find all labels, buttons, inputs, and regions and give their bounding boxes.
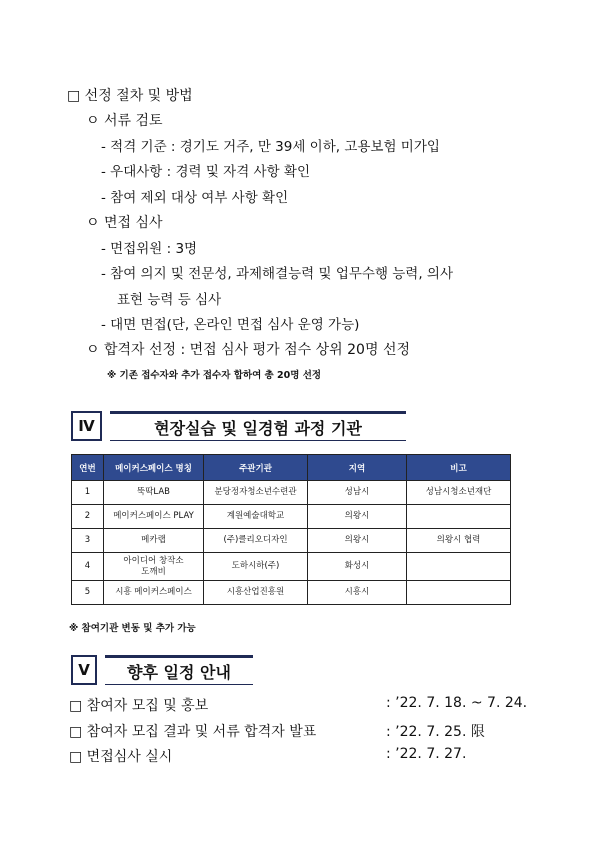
final-note: ※ 기존 접수자와 추가 접수자 합하여 총 20명 선정 [107,370,322,381]
interview-item-cont: 표현 능력 등 심사 [117,292,222,308]
section-5-title: 향후 일정 안내 [105,655,253,685]
table-header-row [72,455,511,481]
section-4-header [71,411,406,441]
cell-org: 분당정자청소년수련관 [204,481,308,505]
cell-region: 성남시 [308,481,407,505]
section-4-number: Ⅳ [71,411,102,441]
selection-heading: □ 선정 절차 및 방법 [67,88,193,104]
cell-org: (주)클리오디자인 [204,529,308,553]
schedule-date: : ’22. 7. 25. 限 [386,724,485,740]
cell-no: 3 [72,529,104,553]
cell-region: 시흥시 [308,581,407,605]
table-row [72,529,511,553]
cell-note: 성남시청소년재단 [407,481,511,505]
cell-note [407,581,511,605]
cell-no: 5 [72,581,104,605]
cell-region: 의왕시 [308,505,407,529]
table-row [72,581,511,605]
cell-space: 시흥 메이커스페이스 [104,581,204,605]
schedule-date: : ’22. 7. 27. [386,746,467,762]
cell-space: 아이디어 창작소 도깨비 [104,553,204,581]
section-5-header [71,655,253,685]
doc-review-item: - 참여 제외 대상 여부 사항 확인 [101,190,289,206]
col-header-region: 지역 [308,455,407,481]
schedule-label: □ 면접심사 실시 [69,749,173,765]
doc-review-item: - 적격 기준 : 경기도 거주, 만 39세 이하, 고용보험 미가입 [101,139,440,155]
cell-no: 2 [72,505,104,529]
doc-review-title: ㅇ 서류 검토 [86,113,163,129]
cell-no: 1 [72,481,104,505]
schedule-date: : ’22. 7. 18. ~ 7. 24. [386,695,528,711]
doc-review-item: - 우대사항 : 경력 및 자격 사항 확인 [101,164,310,180]
final-selection: ㅇ 합격자 선정 : 면접 심사 평가 점수 상위 20명 선정 [86,342,410,358]
cell-note: 의왕시 협력 [407,529,511,553]
col-header-note: 비고 [407,455,511,481]
organization-table [71,454,511,605]
interview-item: - 대면 면접(단, 온라인 면접 심사 운영 가능) [101,317,360,333]
cell-note [407,553,511,581]
interview-item: - 면접위원 : 3명 [101,241,198,257]
cell-region: 의왕시 [308,529,407,553]
section-4-title: 현장실습 및 일경험 과정 기관 [110,411,406,441]
cell-no: 4 [72,553,104,581]
section-4-note: ※ 참여기관 변동 및 추가 가능 [69,623,196,634]
interview-item: - 참여 의지 및 전문성, 과제해결능력 및 업무수행 능력, 의사 [101,266,454,282]
cell-org: 도하시하(주) [204,553,308,581]
table-row [72,505,511,529]
col-header-no: 연번 [72,455,104,481]
cell-org: 계원예술대학교 [204,505,308,529]
cell-space: 뚝딱LAB [104,481,204,505]
schedule-label: □ 참여자 모집 결과 및 서류 합격자 발표 [69,724,317,740]
cell-note [407,505,511,529]
table-row [72,553,511,581]
cell-space: 메카랩 [104,529,204,553]
table-row [72,481,511,505]
col-header-space: 메이커스페이스 명칭 [104,455,204,481]
cell-space: 메이커스페이스 PLAY [104,505,204,529]
interview-title: ㅇ 면접 심사 [86,215,163,231]
cell-org: 시흥산업진흥원 [204,581,308,605]
section-5-number: Ⅴ [71,655,97,685]
cell-region: 화성시 [308,553,407,581]
schedule-label: □ 참여자 모집 및 홍보 [69,698,209,714]
col-header-org: 주관기관 [204,455,308,481]
